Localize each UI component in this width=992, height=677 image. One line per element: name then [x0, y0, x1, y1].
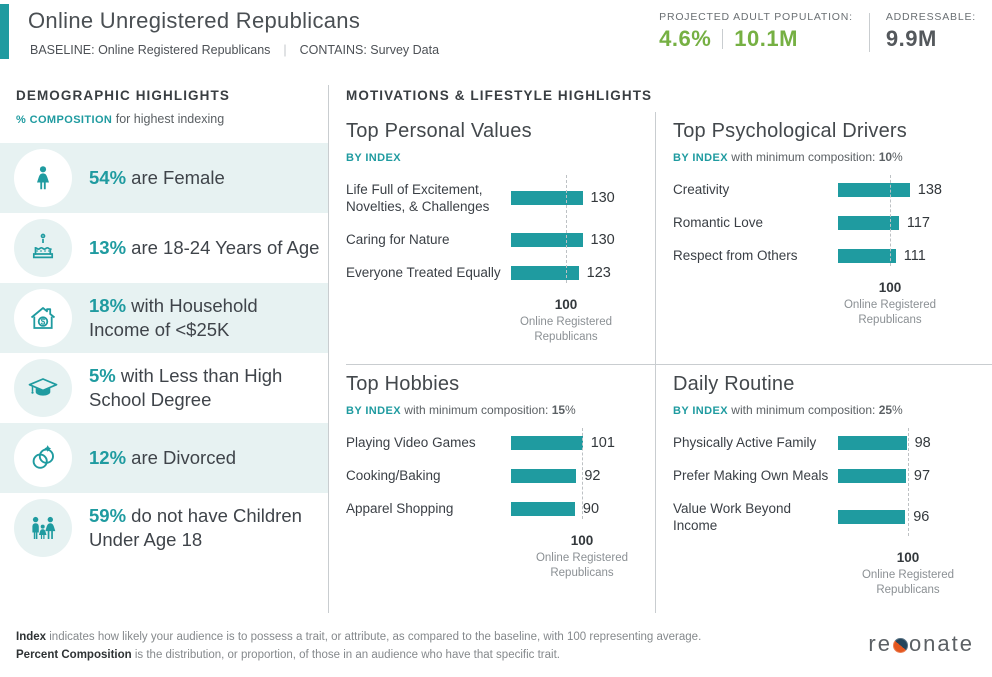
bar-label: Physically Active Family [673, 435, 817, 450]
svg-text:$: $ [40, 317, 46, 327]
demographic-stat: 54% are Female [89, 167, 225, 188]
demographics-heading: DEMOGRAPHIC HIGHLIGHTS [16, 88, 230, 103]
contains-text: CONTAINS: Survey Data [299, 43, 440, 57]
footnote [16, 628, 701, 664]
chart-panel-top-psychological-drivers [656, 112, 992, 365]
chart-title: Top Personal Values [346, 120, 532, 142]
chart-subtitle: BY INDEX with minimum composition: 25% [673, 403, 903, 417]
bar [511, 191, 583, 205]
projected-population-label: PROJECTED ADULT POPULATION: [659, 11, 853, 23]
chart-title: Daily Routine [673, 373, 795, 395]
birthday-cake-icon [14, 219, 72, 277]
bar-value: 90 [582, 500, 600, 517]
bar-row [346, 181, 655, 215]
composition-label: % COMPOSITION [16, 114, 113, 126]
chart-subtitle: BY INDEX with minimum composition: 15% [346, 403, 576, 417]
baseline-tick: 100 [896, 550, 920, 565]
demographic-value: 59% [89, 505, 127, 526]
bar [511, 266, 579, 280]
projected-population-group [659, 11, 853, 52]
bar-value: 97 [913, 467, 931, 484]
bar-label: Value Work Beyond Income [673, 501, 792, 533]
footnote-index-line: Index indicates how likely your audience is to possess a trait, or attribute, as compared to the baseline, with 100 representing average. [16, 631, 702, 643]
bar-label: Cooking/Baking [346, 468, 441, 483]
header-stats-divider [869, 13, 870, 52]
bar-row [346, 434, 655, 451]
chart-panel-top-personal-values [346, 112, 656, 365]
baseline-caption [504, 297, 628, 345]
bar-value: 138 [917, 181, 942, 198]
bar [511, 502, 575, 516]
charts-grid [346, 112, 992, 613]
logo-swirl-icon [893, 638, 908, 653]
addressable-value: 9.9M [885, 26, 937, 51]
wedding-rings-icon [14, 429, 72, 487]
bar-label: Romantic Love [673, 215, 764, 230]
chart-title: Top Psychological Drivers [673, 120, 907, 142]
bar-label: Everyone Treated Equally [346, 265, 501, 280]
demographic-stat: 13% are 18-24 Years of Age [89, 237, 320, 258]
bar [511, 469, 576, 483]
by-index-label: BY INDEX [346, 152, 401, 164]
baseline-tick: 100 [570, 533, 594, 548]
bar-value: 111 [903, 247, 926, 264]
demographic-stat: 12% are Divorced [89, 447, 237, 468]
min-composition-value: 10 [878, 150, 893, 164]
bar-label: Prefer Making Own Meals [673, 468, 829, 483]
bar-row [346, 264, 655, 281]
baseline-tick: 100 [878, 280, 902, 295]
bar-row [346, 500, 655, 517]
baseline-gridline [582, 428, 583, 519]
baseline-name: Online Registered Republicans [843, 299, 937, 326]
baseline-name: Online Registered Republicans [861, 569, 955, 596]
bar [838, 249, 896, 263]
logo-text-suffix: onate [908, 631, 974, 656]
demographics-subheading [16, 112, 224, 126]
family-icon [14, 499, 72, 557]
bar-value: 92 [584, 467, 601, 484]
baseline-name: Online Registered Republicans [535, 552, 629, 579]
composition-rest: for highest indexing [112, 112, 225, 126]
female-icon [14, 149, 72, 207]
demographic-stat: 59% do not have Children Under Age 18 [89, 505, 302, 550]
bar-row [673, 434, 992, 451]
chart-title: Top Hobbies [346, 373, 460, 395]
bar-row [346, 231, 655, 248]
bar [838, 436, 907, 450]
vertical-divider [328, 85, 329, 613]
chart-subtitle [346, 150, 655, 165]
subtitle-divider: | [283, 43, 287, 57]
chart-subtitle: BY INDEX with minimum composition: 10% [673, 150, 903, 164]
page-title: Online Unregistered Republicans [28, 8, 361, 33]
by-index-label: BY INDEX [673, 405, 728, 417]
motivations-heading: MOTIVATIONS & LIFESTYLE HIGHLIGHTS [346, 88, 653, 103]
header-subtitle [30, 43, 439, 57]
bar-row [673, 467, 992, 484]
demographic-row [0, 213, 328, 283]
demographic-row [0, 493, 328, 563]
bar-value: 96 [913, 509, 930, 525]
demographic-row [0, 283, 328, 353]
chart-panel-top-hobbies [346, 365, 656, 613]
bar-row [346, 467, 655, 484]
bar [838, 183, 910, 197]
bar-row [673, 181, 992, 198]
demographic-value: 13% [89, 237, 127, 258]
baseline-text: BASELINE: Online Registered Republicans [30, 43, 271, 57]
bar-value: 117 [906, 214, 930, 231]
demographic-row [0, 423, 328, 493]
resonate-logo [868, 631, 974, 657]
demographics-list [0, 143, 328, 563]
min-composition-value: 15 [551, 403, 566, 417]
by-index-label: BY INDEX [346, 405, 401, 417]
bar-label: Creativity [673, 182, 730, 197]
baseline-gridline [908, 428, 909, 536]
demographic-row [0, 353, 328, 423]
demographic-value: 5% [89, 365, 116, 386]
value-divider [722, 29, 723, 49]
bar-value: 130 [590, 231, 615, 248]
header-accent-bar [0, 4, 9, 59]
demographic-stat: 18% with Household Income of <$25K [89, 295, 258, 340]
bar [838, 469, 906, 483]
bar [838, 510, 905, 524]
bar-label: Respect from Others [673, 248, 798, 263]
baseline-caption [846, 550, 970, 598]
chart-panel-daily-routine [656, 365, 992, 613]
bar-label: Life Full of Excitement, Novelties, & Challenges [346, 182, 490, 214]
graduation-cap-icon [14, 359, 72, 417]
baseline-caption [828, 280, 952, 328]
bar-value: 98 [914, 434, 931, 451]
baseline-gridline [890, 175, 891, 266]
baseline-gridline [566, 175, 567, 283]
bar-row [673, 247, 992, 264]
demographic-value: 18% [89, 295, 127, 316]
logo-text-prefix: re [868, 631, 892, 656]
addressable-label: ADDRESSABLE: [885, 11, 976, 23]
bar-label: Caring for Nature [346, 232, 450, 247]
projected-percent-value: 4.6% [659, 26, 712, 51]
demographic-row [0, 143, 328, 213]
baseline-tick: 100 [554, 297, 578, 312]
baseline-name: Online Registered Republicans [519, 316, 613, 343]
bar-value: 123 [586, 264, 611, 281]
min-composition-value: 25 [878, 403, 893, 417]
projected-population-value: 10.1M [734, 26, 798, 51]
bar-row [673, 500, 992, 534]
addressable-group [886, 11, 976, 52]
demographic-stat: 5% with Less than High School Degree [89, 365, 283, 410]
baseline-caption [520, 533, 644, 581]
bar-row [673, 214, 992, 231]
bar [511, 233, 583, 247]
bar [511, 436, 583, 450]
bar-label: Apparel Shopping [346, 501, 454, 516]
bar-value: 101 [590, 434, 615, 451]
bar-label: Playing Video Games [346, 435, 476, 450]
house-dollar-icon [14, 289, 72, 347]
footnote-composition-line: Percent Composition is the distribution, or proportion, of those in an audience who have that specific trait. [16, 649, 560, 661]
by-index-label: BY INDEX [673, 152, 728, 164]
demographic-value: 54% [89, 167, 127, 188]
header-stats [659, 11, 976, 52]
demographic-value: 12% [89, 447, 127, 468]
bar-value: 130 [590, 190, 615, 206]
